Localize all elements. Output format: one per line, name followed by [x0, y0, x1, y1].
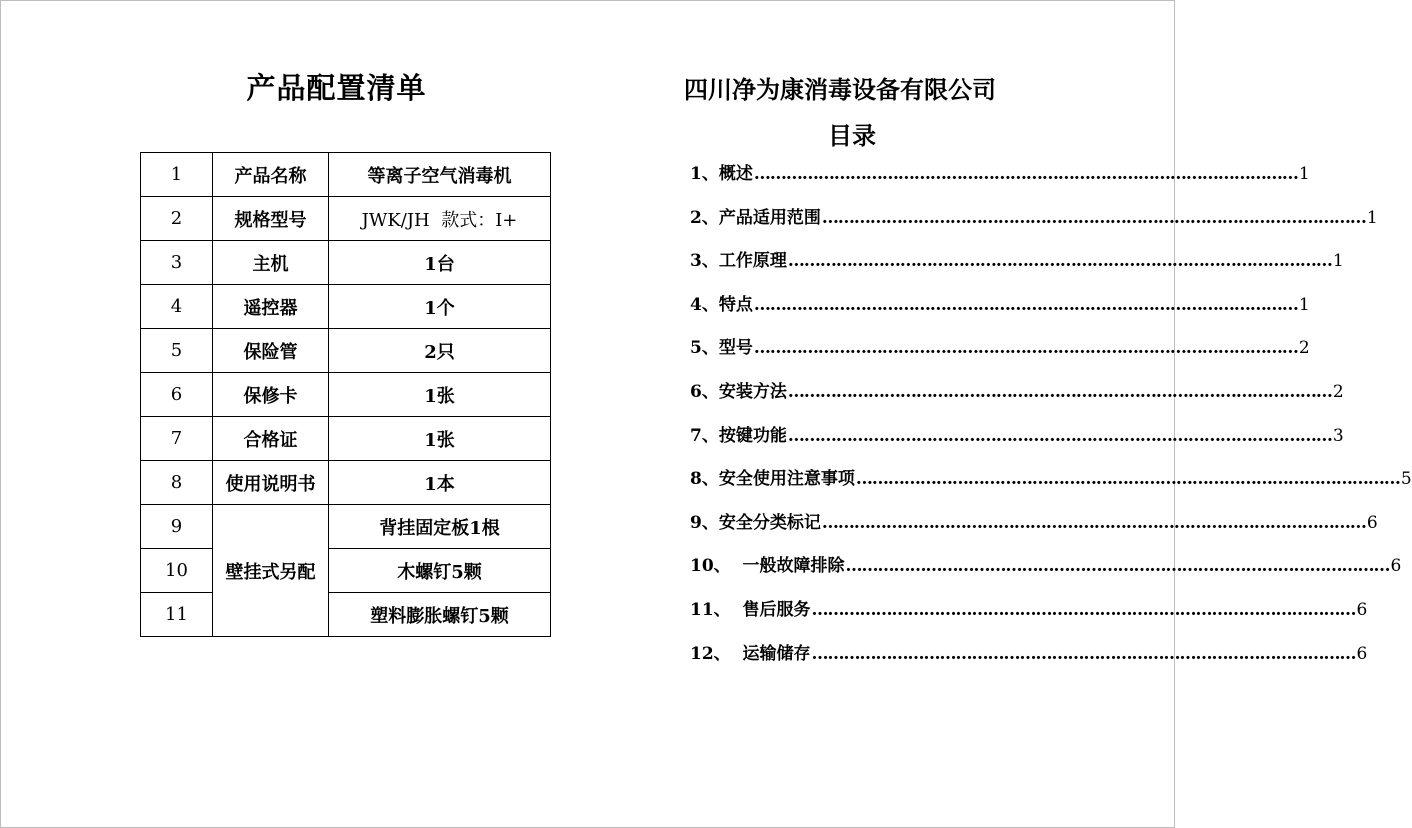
- toc-entry-number: 4、: [690, 294, 719, 315]
- toc-entry-page: 1: [1298, 294, 1310, 315]
- table-row: [141, 593, 551, 637]
- toc-entry-page: 6: [1366, 512, 1378, 533]
- row-number: 11: [141, 593, 213, 637]
- item-value: 1张: [329, 373, 551, 417]
- toc-entry-page: 2: [1332, 381, 1344, 402]
- toc-leader-dots: …………………………………………………………………………………………: [821, 512, 1366, 533]
- table-of-contents: [690, 153, 1412, 676]
- toc-entry-label: 特点: [718, 294, 753, 315]
- toc-entry-label: 型号: [718, 338, 753, 359]
- table-row: [141, 373, 551, 417]
- toc-leader-dots: …………………………………………………………………………………………: [787, 381, 1332, 402]
- table-row: [141, 417, 551, 461]
- config-list-title: 产品配置清单: [246, 71, 427, 105]
- item-value: JWK/JH 款式：I+: [329, 197, 551, 241]
- item-name: 合格证: [213, 417, 329, 461]
- wall-mount-group-name: 壁挂式另配: [213, 505, 329, 637]
- toc-leader-dots: …………………………………………………………………………………………: [845, 556, 1390, 577]
- item-name: 使用说明书: [213, 461, 329, 505]
- toc-entry-label: 安装方法: [718, 381, 787, 402]
- row-number: 1: [141, 153, 213, 197]
- toc-entry-number: 2、: [690, 207, 719, 228]
- table-row: [141, 241, 551, 285]
- item-name: 保险管: [213, 329, 329, 373]
- toc-entry-number: 10、: [690, 556, 743, 577]
- toc-leader-dots: …………………………………………………………………………………………: [787, 425, 1332, 446]
- toc-entry-page: 6: [1390, 556, 1402, 577]
- toc-entry-label: 产品适用范围: [718, 207, 821, 228]
- config-table: [140, 152, 551, 637]
- item-value: 2只: [329, 329, 551, 373]
- toc-entry[interactable]: [690, 371, 1344, 415]
- toc-entry-label: 售后服务: [742, 599, 811, 620]
- toc-entry-label: 运输储存: [742, 643, 811, 664]
- toc-entry[interactable]: [690, 327, 1310, 371]
- toc-leader-dots: …………………………………………………………………………………………: [811, 643, 1356, 664]
- toc-entry-number: 6、: [690, 381, 719, 402]
- toc-entry[interactable]: [690, 545, 1402, 589]
- toc-entry-number: 11、: [690, 599, 743, 620]
- toc-entry-page: 6: [1356, 599, 1368, 620]
- item-value: 1个: [329, 285, 551, 329]
- table-row: [141, 329, 551, 373]
- toc-entry[interactable]: [690, 415, 1344, 459]
- toc-entry-number: 7、: [690, 425, 719, 446]
- item-name: 规格型号: [213, 197, 329, 241]
- toc-entry-label: 一般故障排除: [742, 556, 845, 577]
- toc-entry-page: 6: [1356, 643, 1368, 664]
- row-number: 7: [141, 417, 213, 461]
- toc-entry-page: 2: [1298, 338, 1310, 359]
- row-number: 4: [141, 285, 213, 329]
- toc-entry-label: 概述: [718, 164, 753, 184]
- toc-leader-dots: …………………………………………………………………………………………: [753, 338, 1298, 359]
- toc-entry[interactable]: [690, 633, 1368, 677]
- table-row: [141, 197, 551, 241]
- toc-title: 目录: [828, 121, 876, 150]
- company-name: 四川净为康消毒设备有限公司: [684, 75, 996, 104]
- row-number: 6: [141, 373, 213, 417]
- toc-entry-page: 1: [1332, 251, 1344, 272]
- toc-entry[interactable]: [690, 458, 1412, 502]
- toc-entry-label: 安全使用注意事项: [718, 469, 855, 490]
- item-value: 塑料膨胀螺钉5颗: [329, 593, 551, 637]
- table-row: [141, 285, 551, 329]
- toc-entry[interactable]: [690, 240, 1344, 284]
- toc-entry[interactable]: [690, 197, 1378, 241]
- toc-entry-page: 1: [1366, 207, 1378, 228]
- toc-entry[interactable]: [690, 153, 1310, 197]
- toc-entry-label: 工作原理: [718, 251, 787, 272]
- row-number: 2: [141, 197, 213, 241]
- row-number: 9: [141, 505, 213, 549]
- row-number: 8: [141, 461, 213, 505]
- row-number: 10: [141, 549, 213, 593]
- item-value: 背挂固定板1根: [329, 505, 551, 549]
- item-name: 产品名称: [213, 153, 329, 197]
- toc-entry-number: 1、: [690, 164, 719, 184]
- table-row: [141, 505, 551, 549]
- toc-leader-dots: …………………………………………………………………………………………: [787, 251, 1332, 272]
- toc-entry-number: 8、: [690, 469, 719, 490]
- toc-leader-dots: …………………………………………………………………………………………: [811, 599, 1356, 620]
- toc-leader-dots: …………………………………………………………………………………………: [753, 294, 1298, 315]
- toc-leader-dots: …………………………………………………………………………………………: [753, 164, 1298, 184]
- toc-entry-number: 9、: [690, 512, 719, 533]
- toc-entry-page: 5: [1400, 469, 1412, 490]
- item-value: 1台: [329, 241, 551, 285]
- toc-entry-number: 5、: [690, 338, 719, 359]
- toc-entry-number: 3、: [690, 251, 719, 272]
- item-value: 木螺钉5颗: [329, 549, 551, 593]
- item-name: 保修卡: [213, 373, 329, 417]
- toc-entry[interactable]: [690, 589, 1368, 633]
- toc-entry-page: 1: [1298, 164, 1310, 184]
- toc-entry-label: 安全分类标记: [718, 512, 821, 533]
- toc-entry[interactable]: [690, 502, 1378, 546]
- item-value: 1张: [329, 417, 551, 461]
- table-row: [141, 461, 551, 505]
- toc-entry-page: 3: [1332, 425, 1344, 446]
- toc-entry-label: 按键功能: [718, 425, 787, 446]
- row-number: 5: [141, 329, 213, 373]
- item-name: 遥控器: [213, 285, 329, 329]
- toc-entry-number: 12、: [690, 643, 743, 664]
- toc-leader-dots: …………………………………………………………………………………………: [855, 469, 1400, 490]
- table-row: [141, 549, 551, 593]
- toc-entry[interactable]: [690, 284, 1310, 328]
- table-row: [141, 153, 551, 197]
- row-number: 3: [141, 241, 213, 285]
- toc-leader-dots: …………………………………………………………………………………………: [821, 207, 1366, 228]
- item-value: 1本: [329, 461, 551, 505]
- item-name: 主机: [213, 241, 329, 285]
- item-value: 等离子空气消毒机: [329, 153, 551, 197]
